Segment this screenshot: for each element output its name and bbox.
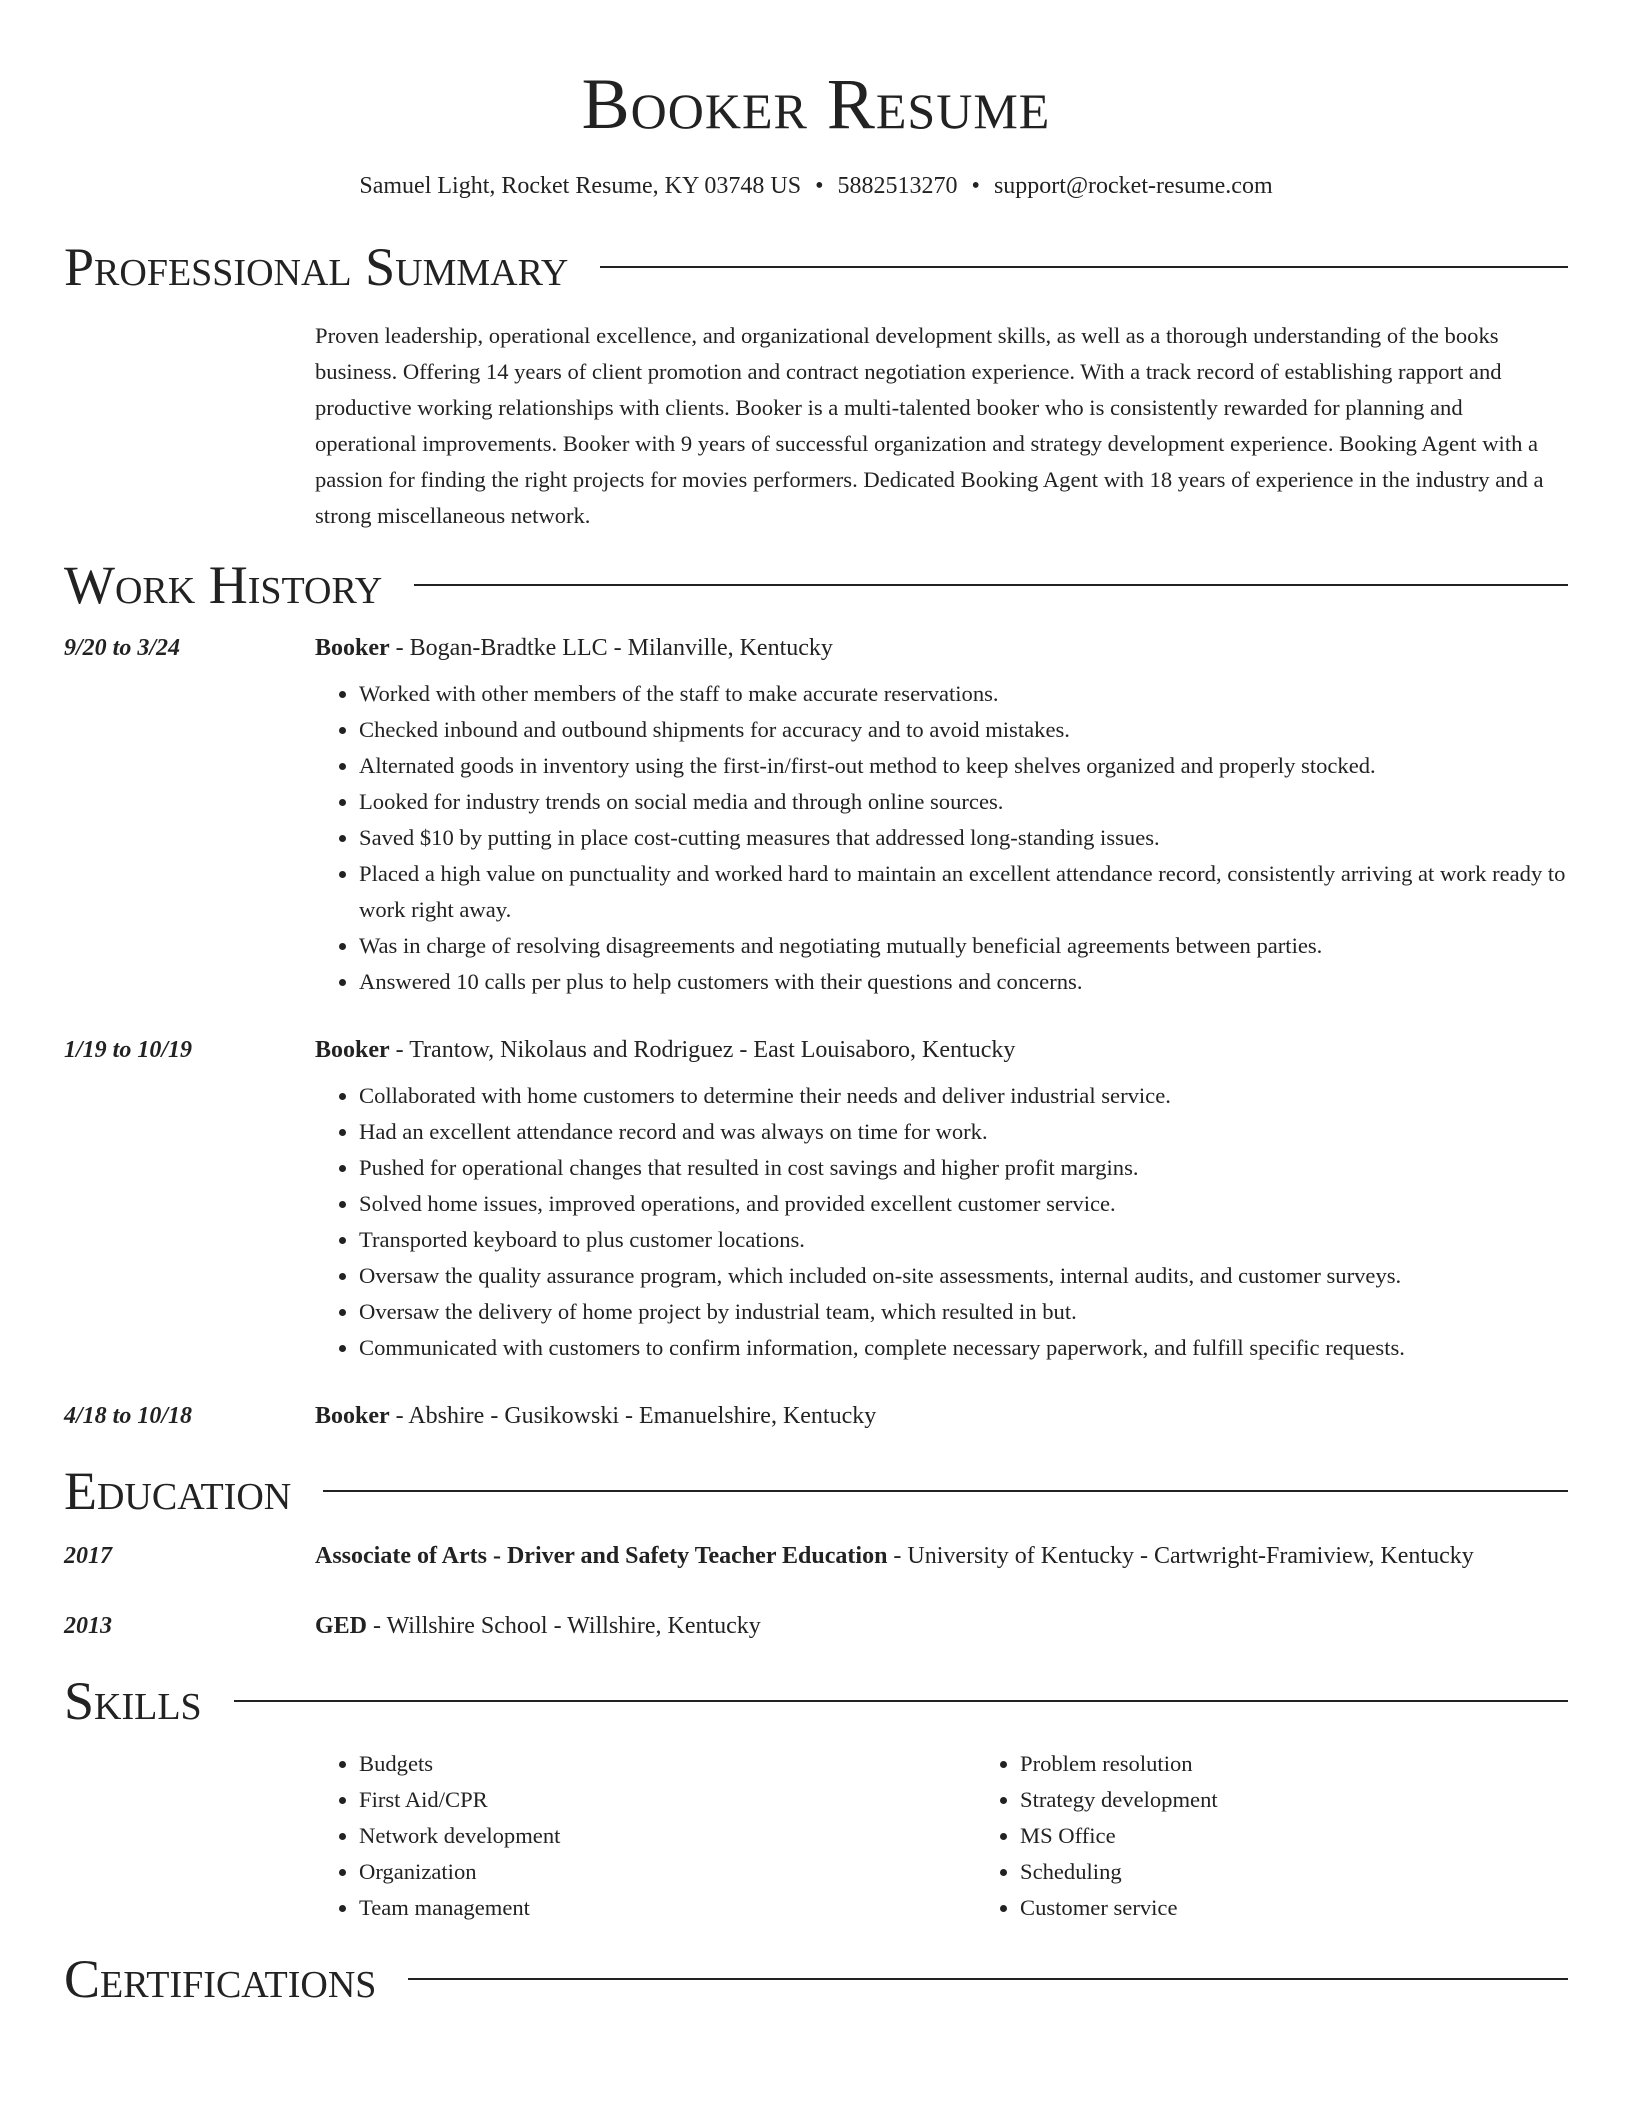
list-item: • Team management xyxy=(359,1890,976,1926)
skills-column-left xyxy=(315,1746,976,1926)
section-divider xyxy=(600,266,1568,268)
job-details: - Abshire - Gusikowski - Emanuelshire, Kentucky xyxy=(389,1403,877,1429)
list-item: • Budgets xyxy=(359,1746,976,1782)
list-item: • Organization xyxy=(359,1854,976,1890)
list-item: • Problem resolution xyxy=(1020,1746,1568,1782)
work-list xyxy=(64,630,1568,1434)
section-divider xyxy=(408,1978,1568,1980)
education-degree: Associate of Arts - Driver and Safety Teacher Education xyxy=(315,1543,888,1569)
job-bullets xyxy=(315,676,1568,1000)
job-bullets xyxy=(315,1078,1568,1366)
job-heading xyxy=(315,630,1568,666)
education-entry xyxy=(64,1608,1568,1644)
contact-address: Samuel Light, Rocket Resume, KY 03748 US xyxy=(359,173,802,199)
list-item: • Was in charge of resolving disagreements and negotiating mutually beneficial agreements between parties. xyxy=(359,928,1568,964)
education-entry xyxy=(64,1538,1568,1574)
list-item: • Alternated goods in inventory using the first-in/first-out method to keep shelves organized and properly stocked. xyxy=(359,748,1568,784)
section-header-skills xyxy=(64,1670,1568,1732)
resume-title: Booker Resume xyxy=(581,64,1051,144)
job-role: Booker xyxy=(315,635,390,661)
list-item: • Solved home issues, improved operations, and provided excellent customer service. xyxy=(359,1186,1568,1222)
section-divider xyxy=(323,1490,1568,1492)
education-year: 2017 xyxy=(64,1543,112,1569)
education-details: - Willshire School - Willshire, Kentucky xyxy=(367,1613,761,1639)
section-divider xyxy=(414,584,1568,586)
section-title: Certifications xyxy=(64,1949,377,2009)
skills-list xyxy=(64,1746,1568,1926)
section-header-work xyxy=(64,554,1568,616)
list-item: • Saved $10 by putting in place cost-cutting measures that addressed long-standing issues. xyxy=(359,820,1568,856)
list-item: • Looked for industry trends on social media and through online sources. xyxy=(359,784,1568,820)
contact-separator: • xyxy=(971,173,980,199)
list-item: • Oversaw the delivery of home project by industrial team, which resulted in but. xyxy=(359,1294,1568,1330)
list-item: • Communicated with customers to confirm information, complete necessary paperwork, and fulfill specific requests. xyxy=(359,1330,1568,1366)
education-degree: GED xyxy=(315,1613,368,1639)
contact-separator: • xyxy=(815,173,824,199)
section-header-summary xyxy=(64,236,1568,298)
summary-row xyxy=(64,308,1568,534)
list-item: • Network development xyxy=(359,1818,976,1854)
job-details: - Trantow, Nikolaus and Rodriguez - East Louisaboro, Kentucky xyxy=(389,1037,1016,1063)
job-role: Booker xyxy=(315,1403,390,1429)
job-heading xyxy=(315,1032,1568,1068)
section-title: Education xyxy=(64,1461,292,1521)
job-role: Booker xyxy=(315,1037,390,1063)
list-item: • Transported keyboard to plus customer locations. xyxy=(359,1222,1568,1258)
contact-phone: 5882513270 xyxy=(837,173,958,199)
list-item: • Worked with other members of the staff to make accurate reservations. xyxy=(359,676,1568,712)
list-item: • Collaborated with home customers to determine their needs and deliver industrial service. xyxy=(359,1078,1568,1114)
section-title: Professional Summary xyxy=(64,237,569,297)
job-entry xyxy=(64,1398,1568,1434)
list-item: • MS Office xyxy=(1020,1818,1568,1854)
list-item: • Placed a high value on punctuality and worked hard to maintain an excellent attendance record, consistently arriving at work ready to work right away. xyxy=(359,856,1568,928)
job-dates: 9/20 to 3/24 xyxy=(64,635,181,661)
job-heading xyxy=(315,1398,1568,1434)
list-item: • Scheduling xyxy=(1020,1854,1568,1890)
contact-email: support@rocket-resume.com xyxy=(993,173,1273,199)
list-item: • First Aid/CPR xyxy=(359,1782,976,1818)
education-year: 2013 xyxy=(64,1613,112,1639)
section-title: Skills xyxy=(64,1671,202,1731)
list-item: • Checked inbound and outbound shipments for accuracy and to avoid mistakes. xyxy=(359,712,1568,748)
job-entry xyxy=(64,1032,1568,1366)
list-item: • Customer service xyxy=(1020,1890,1568,1926)
list-item: • Answered 10 calls per plus to help customers with their questions and concerns. xyxy=(359,964,1568,1000)
contact-line xyxy=(64,170,1568,202)
section-header-education xyxy=(64,1460,1568,1522)
summary-text: Proven leadership, operational excellence, and organizational development skills, as well as a thorough understanding of the books business. Offering 14 years of client promotion and contract negotiation experience. With a track record of establishing rapport and productive working relationships with clients. Booker is a multi-talented booker who is consistently rewarded for planning and operational improvements. Booker with 9 years of successful organization and strategy development experience. Booking Agent with a passion for finding the right projects for movies performers. Dedicated Booking Agent with 18 years of experience in the industry and a strong miscellaneous network. xyxy=(315,323,1544,528)
job-entry xyxy=(64,630,1568,1000)
section-header-certifications xyxy=(64,1948,1568,2010)
job-details: - Bogan-Bradtke LLC - Milanville, Kentucky xyxy=(389,635,833,661)
list-item: • Pushed for operational changes that resulted in cost savings and higher profit margins. xyxy=(359,1150,1568,1186)
section-divider xyxy=(234,1700,1568,1702)
list-item: • Oversaw the quality assurance program, which included on-site assessments, internal audits, and customer surveys. xyxy=(359,1258,1568,1294)
skills-column-right xyxy=(976,1746,1568,1926)
job-dates: 1/19 to 10/19 xyxy=(64,1037,193,1063)
list-item: • Had an excellent attendance record and was always on time for work. xyxy=(359,1114,1568,1150)
job-dates: 4/18 to 10/18 xyxy=(64,1403,193,1429)
section-title: Work History xyxy=(64,555,383,615)
education-details: - University of Kentucky - Cartwright-Framiview, Kentucky xyxy=(887,1543,1474,1569)
list-item: • Strategy development xyxy=(1020,1782,1568,1818)
